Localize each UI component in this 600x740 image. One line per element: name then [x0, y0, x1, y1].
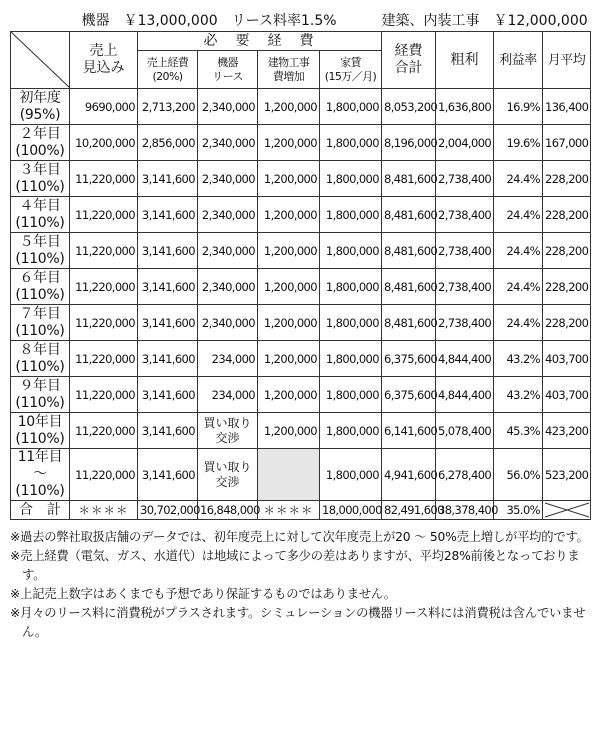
- revenue-simulation-table: [10, 9, 591, 520]
- cost-of-sales-cell: 3,141,600: [138, 197, 198, 233]
- profit-rate-cell: 45.3%: [494, 413, 543, 449]
- construction-cell: 1,200,000: [258, 413, 320, 449]
- sales-cell: 10,200,000: [70, 125, 138, 161]
- total-expenses-cell: 8,481,600: [382, 269, 436, 305]
- equipment-lease-cell: 2,340,000: [198, 233, 258, 269]
- cost-of-sales-cell: 3,141,600: [138, 305, 198, 341]
- equipment-cost-label: 機器 ￥13,000,000 リース料率1.5%: [70, 9, 382, 32]
- rent-cell: 1,800,000: [320, 377, 382, 413]
- sales-cell: 11,220,000: [70, 305, 138, 341]
- rent-cell: 1,800,000: [320, 413, 382, 449]
- note-item: ※過去の弊社取扱店舗のデータでは、初年度売上に対して次年度売上が20 ～ 50%売上増しが平均的です。: [10, 530, 589, 544]
- gross-profit-cell: 4,844,400: [436, 341, 494, 377]
- totals-sales: ＊＊＊＊: [70, 501, 138, 520]
- table-row: [11, 233, 591, 269]
- cost-of-sales-cell: 3,141,600: [138, 377, 198, 413]
- rent-cell: 1,800,000: [320, 197, 382, 233]
- profit-rate-cell: 24.4%: [494, 161, 543, 197]
- monthly-average-cell: 167,000: [543, 125, 591, 161]
- equipment-lease-cell: 買い取り 交渉: [198, 413, 258, 449]
- rent-cell: 1,800,000: [320, 233, 382, 269]
- sales-cell: 11,220,000: [70, 233, 138, 269]
- profit-rate-cell: 24.4%: [494, 305, 543, 341]
- summary-blank: [11, 9, 70, 32]
- construction-cell: 1,200,000: [258, 377, 320, 413]
- monthly-average-cell: 228,200: [543, 269, 591, 305]
- construction-cell: 1,200,000: [258, 197, 320, 233]
- construction-cost-label: 建築、内装工事 ￥12,000,000: [382, 9, 591, 32]
- note-item: ※上記売上数字はあくまでも予想であり保証するものではありません。: [10, 587, 396, 601]
- gross-profit-cell: 2,738,400: [436, 233, 494, 269]
- gross-profit-cell: 1,636,800: [436, 89, 494, 125]
- cost-of-sales-cell: 3,141,600: [138, 161, 198, 197]
- cost-of-sales-cell: 2,856,000: [138, 125, 198, 161]
- year-cell: ３年目 (110%): [11, 161, 70, 197]
- cost-of-sales-cell: 3,141,600: [138, 233, 198, 269]
- construction-cell: 1,200,000: [258, 161, 320, 197]
- profit-rate-cell: 19.6%: [494, 125, 543, 161]
- table-row: [11, 449, 591, 501]
- cost-of-sales-cell: 3,141,600: [138, 449, 198, 501]
- construction-cell: 1,200,000: [258, 125, 320, 161]
- totals-label: 合 計: [11, 501, 70, 520]
- col-monthly-average: 月平均: [543, 32, 591, 89]
- sales-cell: 11,220,000: [70, 269, 138, 305]
- monthly-average-cell: 136,400: [543, 89, 591, 125]
- year-cell: ５年目 (110%): [11, 233, 70, 269]
- construction-cell: 1,200,000: [258, 341, 320, 377]
- equipment-lease-cell: 2,340,000: [198, 305, 258, 341]
- cost-summary-row: [11, 9, 591, 32]
- simulation-document: [10, 9, 590, 642]
- gross-profit-cell: 6,278,400: [436, 449, 494, 501]
- totals-rent: 18,000,000: [320, 501, 382, 520]
- profit-rate-cell: 16.9%: [494, 89, 543, 125]
- sales-cell: 11,220,000: [70, 197, 138, 233]
- totals-row: [11, 501, 591, 520]
- equipment-lease-cell: 2,340,000: [198, 125, 258, 161]
- col-sales: 売上 見込み: [70, 32, 138, 89]
- total-expenses-cell: 8,481,600: [382, 233, 436, 269]
- cost-of-sales-cell: 2,713,200: [138, 89, 198, 125]
- construction-cell: 1,200,000: [258, 269, 320, 305]
- gross-profit-cell: 2,738,400: [436, 269, 494, 305]
- header-row-1: [11, 32, 591, 51]
- equipment-lease-cell: 買い取り 交渉: [198, 449, 258, 501]
- gross-profit-cell: 2,738,400: [436, 305, 494, 341]
- monthly-average-cell: 228,200: [543, 233, 591, 269]
- totals-expenses: 82,491,600: [382, 501, 436, 520]
- profit-rate-cell: 24.4%: [494, 269, 543, 305]
- construction-cell: 1,200,000: [258, 89, 320, 125]
- rent-cell: 1,800,000: [320, 305, 382, 341]
- corner-cell: [11, 32, 70, 89]
- table-row: [11, 305, 591, 341]
- table-row: [11, 377, 591, 413]
- totals-construction: ＊＊＊＊: [258, 501, 320, 520]
- rent-cell: 1,800,000: [320, 89, 382, 125]
- total-expenses-cell: 8,481,600: [382, 161, 436, 197]
- col-profit-rate: 利益率: [494, 32, 543, 89]
- cost-of-sales-cell: 3,141,600: [138, 269, 198, 305]
- table-row: [11, 269, 591, 305]
- sales-cell: 9690,000: [70, 89, 138, 125]
- year-cell: ８年目 (110%): [11, 341, 70, 377]
- table-row: [11, 161, 591, 197]
- equipment-lease-cell: 2,340,000: [198, 269, 258, 305]
- corner-diagonal: [11, 32, 70, 88]
- equipment-lease-cell: 2,340,000: [198, 161, 258, 197]
- totals-equipment-lease: 16,848,000: [198, 501, 258, 520]
- totals-gross-profit: 38,378,400: [436, 501, 494, 520]
- monthly-average-cell: 403,700: [543, 341, 591, 377]
- year-cell: ７年目 (110%): [11, 305, 70, 341]
- sales-cell: 11,220,000: [70, 413, 138, 449]
- sales-cell: 11,220,000: [70, 341, 138, 377]
- year-cell: ６年目 (110%): [11, 269, 70, 305]
- sales-cell: 11,220,000: [70, 449, 138, 501]
- col-necessary-expenses: 必 要 経 費: [138, 32, 382, 51]
- gross-profit-cell: 5,078,400: [436, 413, 494, 449]
- cost-of-sales-cell: 3,141,600: [138, 341, 198, 377]
- totals-cost-of-sales: 30,702,000: [138, 501, 198, 520]
- year-cell: 11年目 ～ (110%): [11, 449, 70, 501]
- total-expenses-cell: 8,481,600: [382, 197, 436, 233]
- gross-profit-cell: 2,738,400: [436, 161, 494, 197]
- sales-cell: 11,220,000: [70, 161, 138, 197]
- year-cell: ９年目 (110%): [11, 377, 70, 413]
- year-cell: ２年目 (100%): [11, 125, 70, 161]
- profit-rate-cell: 43.2%: [494, 377, 543, 413]
- table-row: [11, 125, 591, 161]
- profit-rate-cell: 24.4%: [494, 233, 543, 269]
- year-cell: 10年目 (110%): [11, 413, 70, 449]
- monthly-average-cell: 423,200: [543, 413, 591, 449]
- col-equipment-lease: 機器 リース: [198, 51, 258, 89]
- col-construction-increase: 建物工事 費増加: [258, 51, 320, 89]
- rent-cell: 1,800,000: [320, 269, 382, 305]
- note-item: ※売上経費（電気、ガス、水道代）は地域によって多少の差はありますが、平均28%前後となっております。: [10, 549, 580, 582]
- col-rent: 家賃 (15万／月): [320, 51, 382, 89]
- table-row: [11, 413, 591, 449]
- year-cell: 初年度 (95%): [11, 89, 70, 125]
- profit-rate-cell: 24.4%: [494, 197, 543, 233]
- total-expenses-cell: 8,481,600: [382, 305, 436, 341]
- monthly-average-cell: 228,200: [543, 197, 591, 233]
- rent-cell: 1,800,000: [320, 341, 382, 377]
- construction-cell: [258, 449, 320, 501]
- profit-rate-cell: 43.2%: [494, 341, 543, 377]
- totals-monthly-crossed: [543, 501, 591, 520]
- totals-profit-rate: 35.0%: [494, 501, 543, 520]
- table-row: [11, 197, 591, 233]
- gross-profit-cell: 2,004,000: [436, 125, 494, 161]
- monthly-average-cell: 523,200: [543, 449, 591, 501]
- sales-cell: 11,220,000: [70, 377, 138, 413]
- rent-cell: 1,800,000: [320, 125, 382, 161]
- gross-profit-cell: 2,738,400: [436, 197, 494, 233]
- cost-of-sales-cell: 3,141,600: [138, 413, 198, 449]
- year-cell: ４年目 (110%): [11, 197, 70, 233]
- equipment-lease-cell: 2,340,000: [198, 89, 258, 125]
- total-expenses-cell: 6,375,600: [382, 341, 436, 377]
- table-row: [11, 341, 591, 377]
- profit-rate-cell: 56.0%: [494, 449, 543, 501]
- monthly-average-cell: 228,200: [543, 161, 591, 197]
- table-row: [11, 89, 591, 125]
- note-item: ※月々のリース料に消費税がプラスされます。シミュレーションの機器リース料には消費税は含んでいません。: [10, 606, 586, 639]
- col-total-expenses: 経費 合計: [382, 32, 436, 89]
- construction-cell: 1,200,000: [258, 305, 320, 341]
- total-expenses-cell: 4,941,600: [382, 449, 436, 501]
- equipment-lease-cell: 234,000: [198, 341, 258, 377]
- equipment-lease-cell: 2,340,000: [198, 197, 258, 233]
- construction-cell: 1,200,000: [258, 233, 320, 269]
- gross-profit-cell: 4,844,400: [436, 377, 494, 413]
- total-expenses-cell: 6,141,600: [382, 413, 436, 449]
- total-expenses-cell: 8,196,000: [382, 125, 436, 161]
- rent-cell: 1,800,000: [320, 449, 382, 501]
- col-gross-profit: 粗利: [436, 32, 494, 89]
- col-cost-of-sales: 売上経費 (20%): [138, 51, 198, 89]
- notes-section: [10, 528, 590, 642]
- total-expenses-cell: 6,375,600: [382, 377, 436, 413]
- total-expenses-cell: 8,053,200: [382, 89, 436, 125]
- rent-cell: 1,800,000: [320, 161, 382, 197]
- monthly-average-cell: 228,200: [543, 305, 591, 341]
- monthly-average-cell: 403,700: [543, 377, 591, 413]
- equipment-lease-cell: 234,000: [198, 377, 258, 413]
